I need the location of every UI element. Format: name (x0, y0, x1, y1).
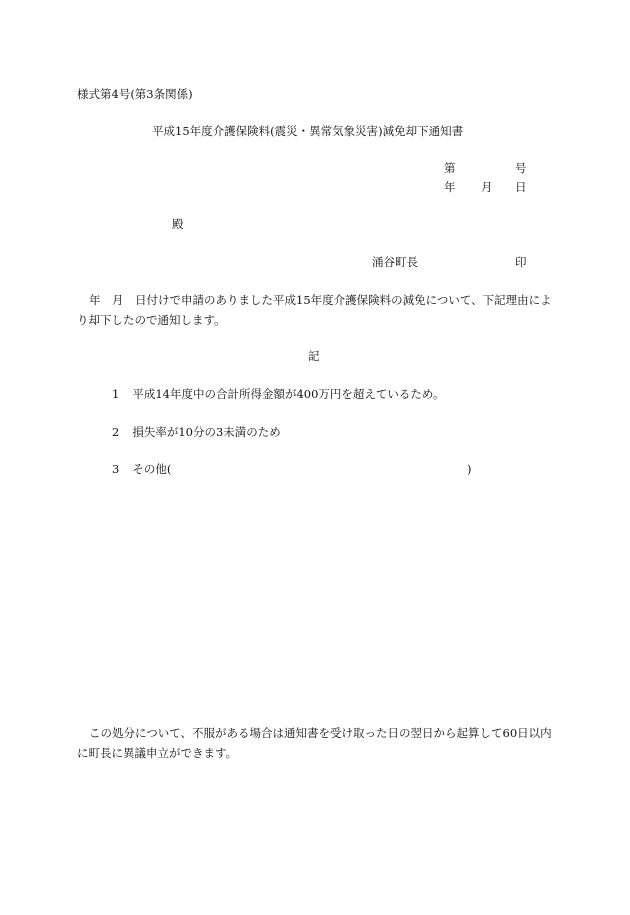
reason-item-1 (112, 386, 444, 402)
reason-number: 3 (112, 462, 120, 476)
recipient-honorific: 殿 (172, 217, 184, 231)
intro-paragraph (77, 290, 555, 330)
doc-number-dai: 第 (444, 161, 456, 175)
date-year: 年 (444, 180, 456, 194)
sender-name: 涌谷町長 (372, 255, 418, 269)
reason-number: 2 (112, 425, 120, 439)
intro-text: 年 月 日付けで申請のありました平成15年度介護保険料の減免について、下記理由により却下したので通知します。 (77, 293, 552, 327)
reason-3-close-paren: ) (467, 462, 472, 476)
doc-number-go: 号 (515, 161, 527, 175)
reason-text: その他( (132, 462, 172, 476)
reason-item-3 (112, 461, 171, 477)
document-title: 平成15年度介護保険料(震災・異常気象災害)減免却下通知書 (152, 124, 464, 138)
date-month: 月 (481, 180, 493, 194)
date-day: 日 (515, 180, 527, 194)
reason-text: 平成14年度中の合計所得金額が400万円を超えているため。 (132, 387, 445, 401)
form-label: 様式第4号(第3条関係) (77, 87, 193, 101)
reason-item-2 (112, 424, 281, 440)
reason-text: 損失率が10分の3未満のため (132, 425, 281, 439)
appeal-notice-paragraph (77, 723, 555, 763)
sender-seal: 印 (515, 255, 527, 269)
ki-heading: 記 (308, 349, 320, 363)
reason-number: 1 (112, 387, 120, 401)
appeal-notice-text: この処分について、不服がある場合は通知書を受け取った日の翌日から起算して60日以内に町長に異議申立ができます。 (77, 726, 552, 760)
